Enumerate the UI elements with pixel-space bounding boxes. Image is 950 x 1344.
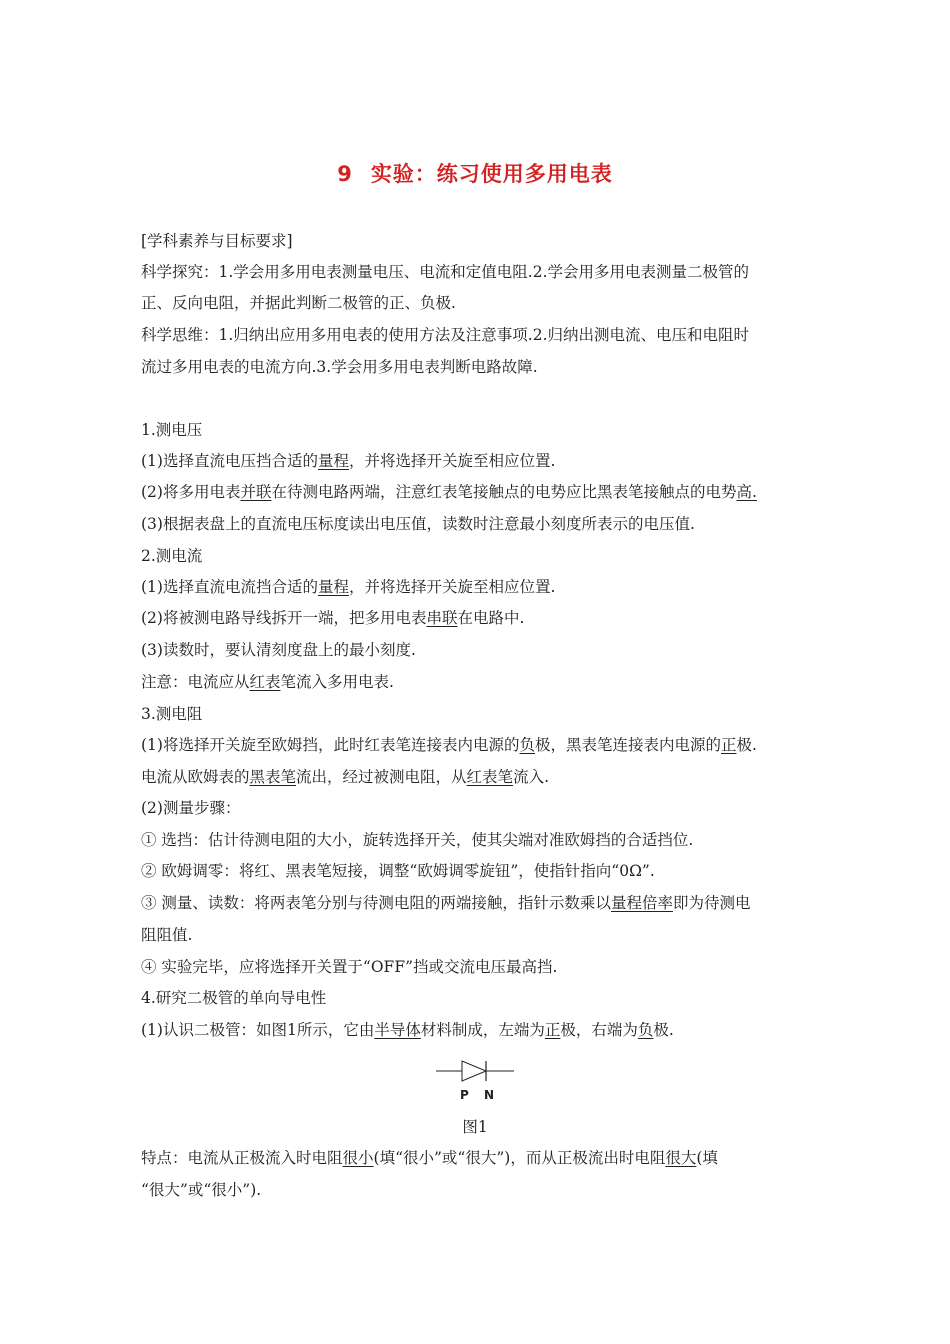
text: 在电路中. (457, 609, 525, 627)
ohm-step-measure (141, 893, 750, 913)
text: 流出，经过被测电阻，从 (296, 768, 467, 786)
diode-label-p: P (460, 1088, 469, 1102)
text: (填 (696, 1149, 718, 1167)
fill-answer: 红表笔 (466, 768, 514, 786)
diode-symbol-figure (436, 1056, 514, 1100)
fill-answer: 很小 (342, 1149, 374, 1167)
text: ，并将选择开关旋至相应位置. (348, 452, 556, 470)
inquiry-line-2: 正、反向电阻，并据此判断二极管的正、负极. (141, 294, 456, 312)
thinking-line-1: 科学思维：1.归纳出应用多用电表的使用方法及注意事项.2.归纳出测电流、电压和电阻时 (141, 326, 750, 344)
fill-answer: 量程 (317, 578, 349, 596)
ohm-step-zero: ② 欧姆调零：将红、黑表笔短接，调整“欧姆调零旋钮”，使指针指向“0Ω”. (141, 862, 655, 880)
voltage-heading: 1.测电压 (141, 421, 203, 439)
text: 极. (653, 1021, 674, 1039)
fill-answer: 正 (544, 1021, 561, 1039)
voltage-step-2 (141, 482, 757, 502)
text: ，并将选择开关旋至相应位置. (348, 578, 556, 596)
thinking-line-2: 流过多用电表的电流方向.3.学会用多用电表判断电路故障. (141, 358, 538, 376)
resistance-step-1 (141, 735, 757, 755)
text: 极. (736, 736, 757, 754)
text: (2)将被测电路导线拆开一端，把多用电表 (141, 609, 427, 627)
text: ③ 测量、读数：将两表笔分别与待测电阻的两端接触，指针示数乘以 (141, 894, 611, 912)
text: 电流从欧姆表的 (141, 768, 250, 786)
current-step-3: (3)读数时，要认清刻度盘上的最小刻度. (141, 641, 416, 659)
text: 流入. (513, 768, 549, 786)
fill-answer: 量程倍率 (610, 894, 673, 912)
current-note (141, 672, 394, 692)
title-number: 9 (337, 162, 353, 186)
diode-step-1 (141, 1020, 674, 1040)
text: (填“很小”或“很大”)，而从正极流出时电阻 (373, 1149, 666, 1167)
text: 笔流入多用电表. (280, 673, 394, 691)
fill-answer: 并联 (240, 483, 272, 501)
fill-answer: 很大 (665, 1149, 697, 1167)
diode-label-n: N (484, 1088, 495, 1102)
resistance-step-2: (2)测量步骤： (141, 799, 241, 817)
diode-heading: 4.研究二极管的单向导电性 (141, 989, 327, 1007)
current-step-2 (141, 608, 524, 628)
text: (1)认识二极管：如图1所示，它由 (141, 1021, 375, 1039)
text: (1)选择直流电流挡合适的 (141, 578, 318, 596)
text: (1)将选择开关旋至欧姆挡，此时红表笔连接表内电源的 (141, 736, 520, 754)
text: 极，黑表笔连接表内电源的 (534, 736, 721, 754)
ohm-step-select: ① 选挡：估计待测电阻的大小，旋转选择开关，使其尖端对准欧姆挡的合适挡位. (141, 831, 694, 849)
diode-feature-cont: “很大”或“很小”). (141, 1181, 262, 1199)
fill-answer: 高. (736, 483, 757, 501)
fill-answer: 正 (721, 736, 737, 754)
fill-answer: 负 (519, 736, 535, 754)
ohm-step-measure-cont: 阻阻值. (141, 926, 193, 944)
ohm-step-finish: ④ 实验完毕，应将选择开关置于“OFF”挡或交流电压最高挡. (141, 958, 558, 976)
resistance-heading: 3.测电阻 (141, 705, 203, 723)
diode-feature (141, 1148, 718, 1168)
figure-caption: 图1 (462, 1118, 488, 1136)
text: 在待测电路两端，注意红表笔接触点的电势应比黑表笔接触点的电势 (271, 483, 737, 501)
inquiry-line-1: 科学探究：1.学会用多用电表测量电压、电流和定值电阻.2.学会用多用电表测量二极管的 (141, 263, 750, 281)
text: (2)将多用电表 (141, 483, 241, 501)
fill-answer: 半导体 (374, 1021, 421, 1039)
fill-answer: 红表 (249, 673, 281, 691)
text: 材料制成，左端为 (420, 1021, 545, 1039)
fill-answer: 负 (637, 1021, 654, 1039)
page-title (0, 158, 950, 188)
fill-answer: 串联 (426, 609, 458, 627)
text: 极，右端为 (560, 1021, 638, 1039)
voltage-step-3: (3)根据表盘上的直流电压标度读出电压值，读数时注意最小刻度所表示的电压值. (141, 515, 695, 533)
title-text: 实验：练习使用多用电表 (370, 162, 613, 186)
fill-answer: 量程 (317, 452, 349, 470)
resistance-step-1-cont (141, 767, 549, 787)
text: 即为待测电 (672, 894, 751, 912)
voltage-step-1 (141, 451, 555, 471)
text: (1)选择直流电压挡合适的 (141, 452, 318, 470)
text: 特点：电流从正极流入时电阻 (141, 1149, 343, 1167)
fill-answer: 黑表笔 (249, 768, 297, 786)
diode-symbol-icon (436, 1056, 514, 1086)
current-step-1 (141, 577, 555, 597)
requirements-header: [学科素养与目标要求] (141, 232, 293, 250)
current-heading: 2.测电流 (141, 547, 203, 565)
text: 注意：电流应从 (141, 673, 250, 691)
